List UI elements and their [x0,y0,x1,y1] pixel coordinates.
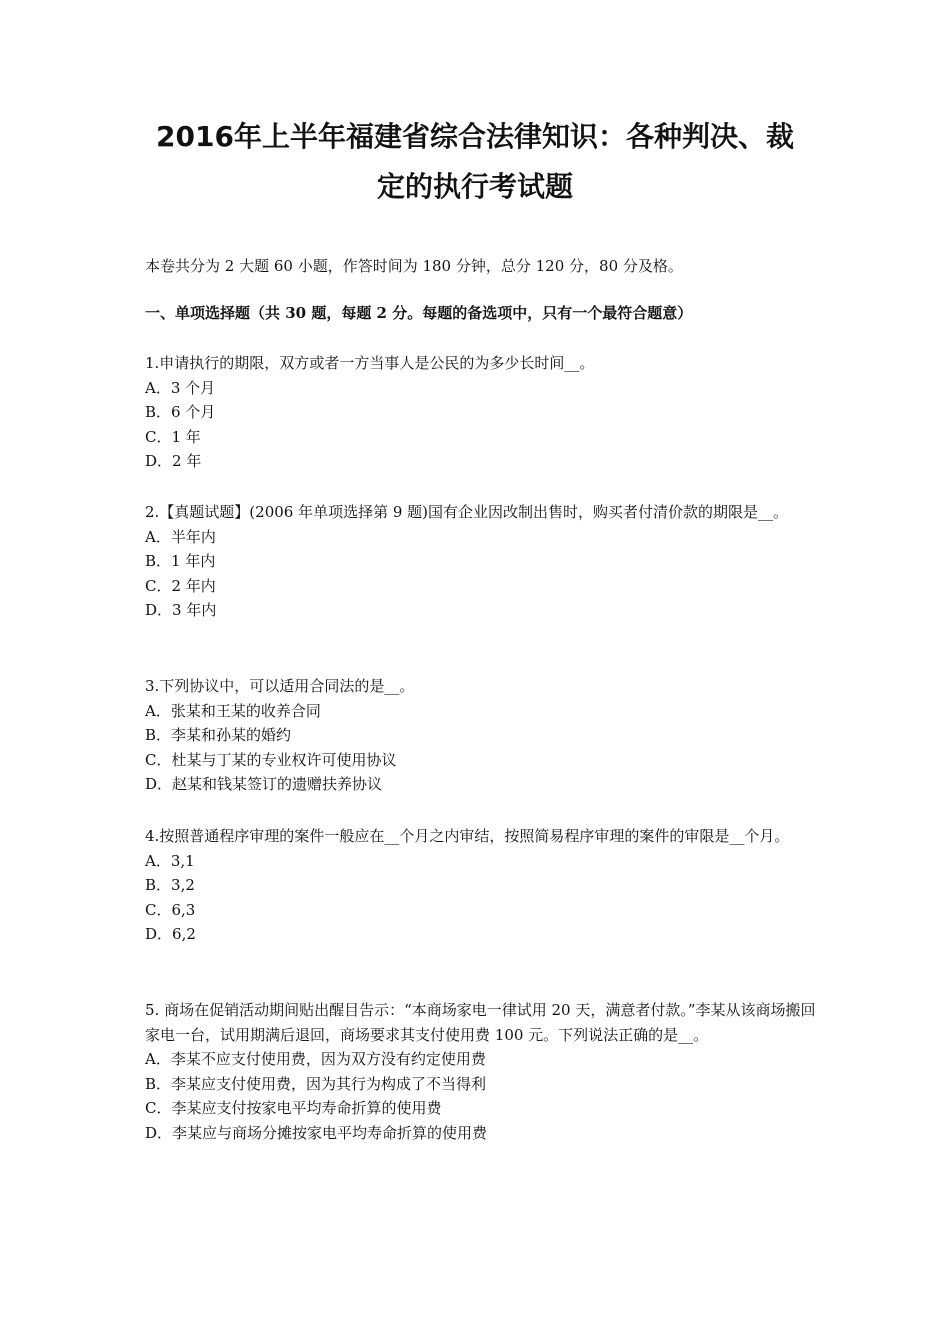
option-b: B．6 个月 [145,403,216,421]
option-c: C．6,3 [145,900,196,919]
option-d: D．2 年 [145,452,202,470]
question-5 [145,998,817,1145]
section-heading: 一、单项选择题（共 30 题，每题 2 分。每题的备选项中，只有一个最符合题意） [145,304,693,322]
option-d: D．赵某和钱某签订的遗赠扶养协议 [145,775,383,793]
question-stem: 3.下列协议中，可以适用合同法的是__。 [145,677,415,695]
question-3 [145,674,817,797]
option-d: D．3 年内 [145,601,217,619]
option-c: C．2 年内 [145,576,216,595]
option-d: D．李某应与商场分摊按家电平均寿命折算的使用费 [145,1123,488,1142]
option-d: D．6,2 [145,925,196,943]
option-b: B．李某应支付使用费，因为其行为构成了不当得利 [145,1074,487,1093]
option-a: A．张某和王某的收养合同 [145,701,321,720]
question-4 [145,824,817,947]
option-b: B．1 年内 [145,552,216,570]
option-c: C．1 年 [145,427,201,446]
exam-intro: 本卷共分为 2 大题 60 小题，作答时间为 180 分钟，总分 120 分，80 分及格。 [145,257,683,275]
option-a: A．半年内 [145,527,216,546]
option-a: A．3 个月 [145,378,216,397]
question-2 [145,500,817,623]
question-stem: 4.按照普通程序审理的案件一般应在__个月之内审结，按照简易程序审理的案件的审限是__个月。 [145,827,790,845]
option-a: A．3,1 [145,851,195,870]
title-line-1: 2016年上半年福建省综合法律知识：各种判决、裁 [156,120,794,153]
question-stem: 5. 商场在促销活动期间贴出醒目告示：“本商场家电一律试用 20 天，满意者付款。”李某从该商场搬回家电一台，试用期满后退回，商场要求其支付使用费 100 元。下列说法正确的是__。 [145,1001,816,1044]
document-title [130,112,820,212]
question-stem: 2.【真题试题】(2006 年单项选择第 9 题)国有企业因改制出售时，购买者付清价款的期限是__。 [145,503,789,521]
question-1 [145,351,817,474]
title-line-2: 定的执行考试题 [376,170,573,203]
option-b: B．李某和孙某的婚约 [145,726,292,744]
option-a: A．李某不应支付使用费，因为双方没有约定使用费 [145,1050,486,1068]
option-c: C．李某应支付按家电平均寿命折算的使用费 [145,1099,442,1117]
option-b: B．3,2 [145,876,195,894]
option-c: C．杜某与丁某的专业权许可使用协议 [145,750,397,769]
question-stem: 1.申请执行的期限，双方或者一方当事人是公民的为多少长时间__。 [145,354,595,372]
